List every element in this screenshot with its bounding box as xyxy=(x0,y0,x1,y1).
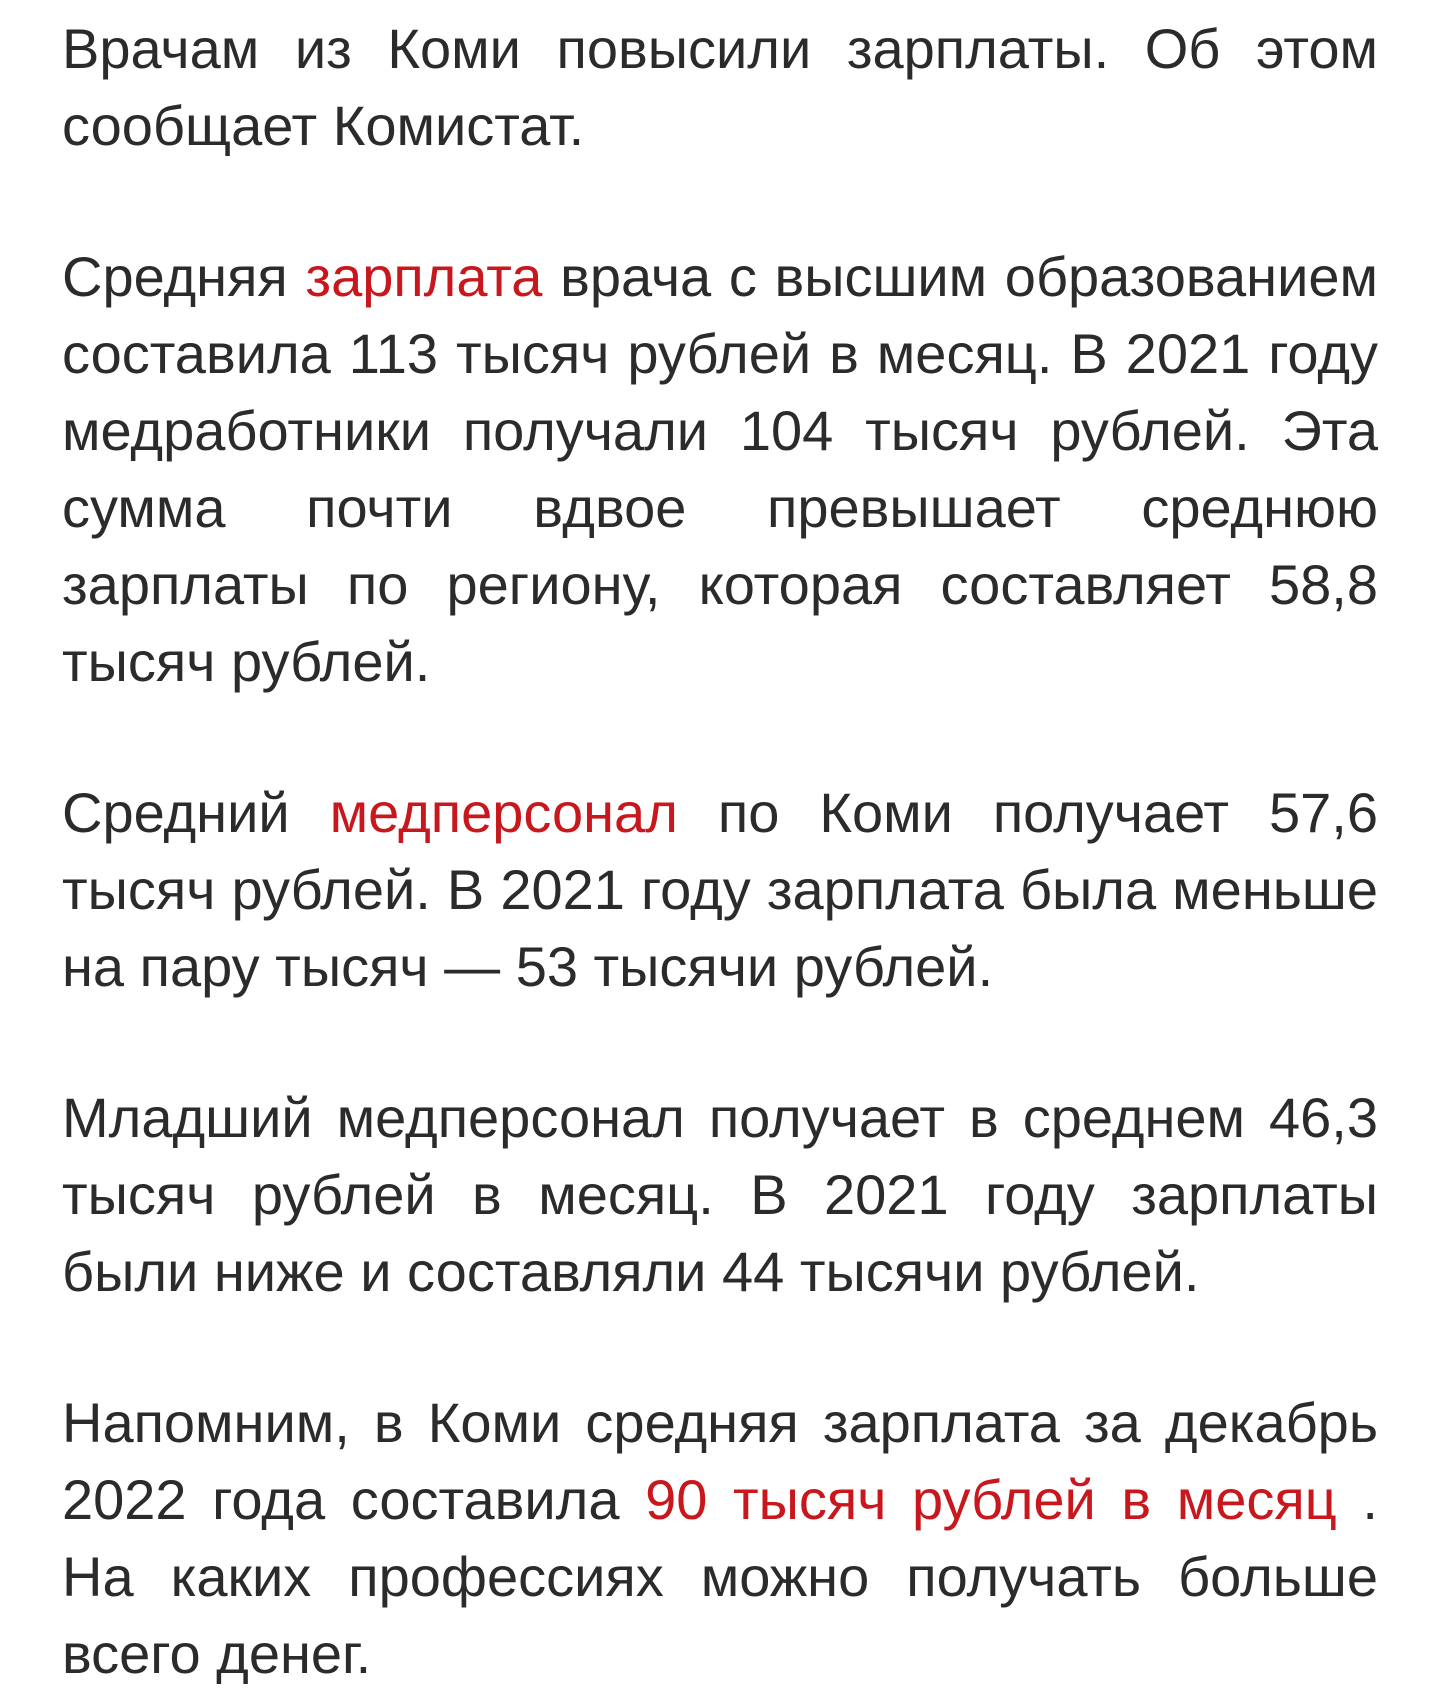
paragraph-doctor-salary-text-end: врача с высшим образованием составила 113 тысяч рублей в месяц. В 2021 году медработники получали 104 тысяч рублей. Эта сумма почти вдвое превышает среднюю зарплаты по региону, которая составляет 58,8 тысяч рублей. xyxy=(62,245,1378,693)
average-salary-link[interactable]: 90 тысяч рублей в месяц xyxy=(645,1468,1337,1531)
medical-staff-link[interactable]: медперсонал xyxy=(329,781,678,844)
paragraph-doctor-salary xyxy=(62,238,1378,700)
paragraph-junior-staff-text: Младший медперсонал получает в среднем 46,3 тысяч рублей в месяц. В 2021 году зарплаты были ниже и составляли 44 тысячи рублей. xyxy=(62,1086,1378,1303)
paragraph-intro xyxy=(62,10,1378,164)
paragraph-junior-staff xyxy=(62,1079,1378,1310)
paragraph-average-salary-text-start: Напомним, в Коми средняя зарплата за декабрь 2022 года составила xyxy=(62,1391,1378,1531)
paragraph-average-salary-text-end: . На каких профессиях можно получать больше всего денег. xyxy=(62,1468,1378,1685)
paragraph-mid-staff-text-end: по Коми получает 57,6 тысяч рублей. В 2021 году зарплата была меньше на пару тысяч — 53 тысячи рублей. xyxy=(62,781,1378,998)
paragraph-doctor-salary-text-start: Средняя xyxy=(62,245,306,308)
paragraph-intro-text: Врачам из Коми повысили зарплаты. Об этом сообщает Комистат. xyxy=(62,17,1378,157)
paragraph-mid-staff-text-start: Средний xyxy=(62,781,330,844)
paragraph-average-salary xyxy=(62,1384,1378,1692)
paragraph-mid-staff xyxy=(62,774,1378,1005)
salary-link[interactable]: зарплата xyxy=(305,245,543,308)
